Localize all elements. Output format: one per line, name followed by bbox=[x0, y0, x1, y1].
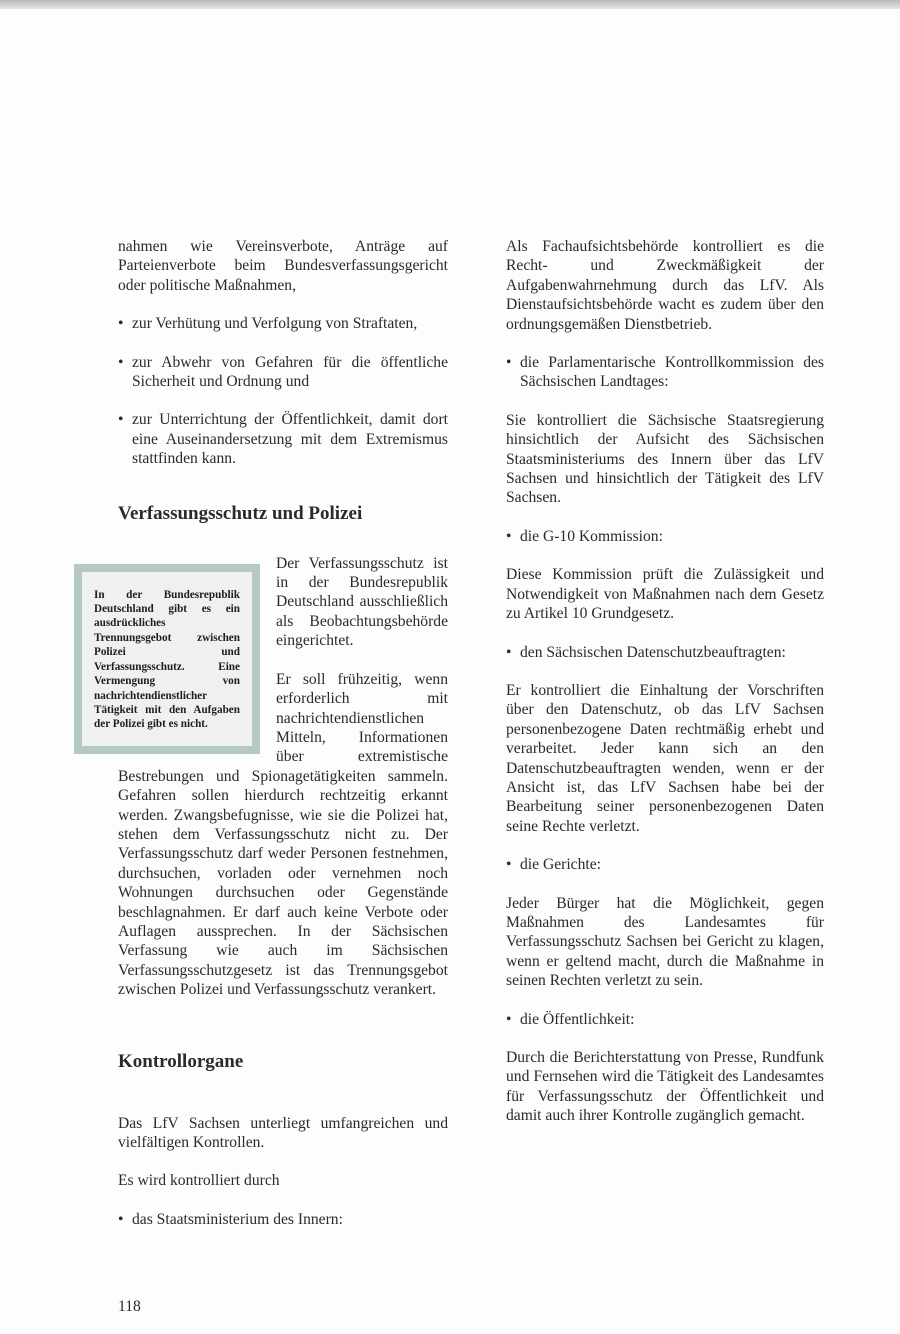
bullet-item: • zur Unterrichtung der Öffentlichkeit, damit dort eine Auseinandersetzung mit dem Extremismus stattfinden kann. bbox=[118, 410, 448, 468]
bullet-item: • zur Verhütung und Verfolgung von Straftaten, bbox=[118, 314, 448, 333]
body-paragraph: Er kontrolliert die Einhaltung der Vorschriften über den Datenschutz, ob das LfV Sachsen personenbezogene Daten rechtmäßig erhebt und verarbeitet. Jeder kann sich an den Datenschutzbeauftragten wenden, wenn er der Ansicht ist, das LfV Sachsen habe bei der Bearbeitung seiner personenbezogenen Daten seine Rechte verletzt. bbox=[506, 681, 824, 835]
bullet-item: • die Parlamentarische Kontrollkommission des Sächsischen Landtages: bbox=[506, 353, 824, 392]
body-paragraph: Durch die Berichterstattung von Presse, Rundfunk und Fernsehen wird die Tätigkeit des Landesamtes für Verfassungsschutz der Öffentlichkeit und damit auch ihrer Kontrolle zugänglich gemacht. bbox=[506, 1049, 824, 1125]
page-number: 118 bbox=[118, 1298, 141, 1315]
bullet-item: • die Öffentlichkeit: bbox=[506, 1010, 824, 1029]
body-paragraph: Sie kontrolliert die Sächsische Staatsregierung hinsichtlich der Aufsicht des Sächsischen Staatsministeriums des Innern über das LfV Sachsen und hinsichtlich der Tätigkeit des LfV Sachsen. bbox=[506, 411, 824, 507]
margin-note-text: In der Bundesrepublik Deutschland gibt es ein ausdrückliches Trennungsgebot zwischen Polizei und Verfassungsschutz. Eine Vermengung von nachrichtendienstlicher Tätigkeit mit den Aufgaben der Polizei gibt es nicht. bbox=[82, 572, 252, 746]
bullet-item: • die Gerichte: bbox=[506, 855, 824, 874]
body-paragraph: Er soll frühzeitig, wenn erforderlich mit nachrichtendienstlichen Mitteln, Informationen über extremistische Bestrebungen und Spionagetätigkeiten sammeln. Gefahren sollen hierdurch rechtzeitig erkannt werden. Zwangsbefugnisse, wie sie die Polizei hat, stehen dem Verfassungsschutz nicht zu. Der Verfassungsschutz darf weder Personen festnehmen, durchsuchen, vorladen oder vernehmen noch Wohnungen durchsuchen oder Gegenstände beschlagnahmen. Er darf auch keine Verbote oder Auflagen aussprechen. In der Sächsischen Verfassung wie auch im Sächsischen Verfassungsschutzgesetz ist das Trennungsgebot zwischen Polizei und Verfassungsschutz verankert. bbox=[118, 670, 448, 999]
body-paragraph: Diese Kommission prüft die Zulässigkeit und Notwendigkeit von Maßnahmen nach dem Gesetz zu Artikel 10 Grundgesetz. bbox=[506, 566, 824, 623]
bullet-item: • zur Abwehr von Gefahren für die öffentliche Sicherheit und Ordnung und bbox=[118, 353, 448, 392]
scan-top-edge bbox=[0, 0, 900, 9]
body-paragraph: Es wird kontrolliert durch bbox=[118, 1172, 280, 1190]
right-intro-paragraph: Als Fachaufsichtsbehörde kontrolliert es die Recht- und Zweckmäßigkeit der Aufgabenwahrnehmung durch das LfV. Als Dienstaufsichtsbehörde wacht es zudem über den ordnungsgemäßen Dienstbetrieb. bbox=[506, 238, 824, 333]
bullet-item: • die G-10 Kommission: bbox=[506, 527, 824, 546]
bullet-item: • das Staatsministerium des Innern: bbox=[118, 1210, 448, 1229]
left-column bbox=[94, 237, 448, 1229]
section-heading-verfassungsschutz-polizei: Verfassungsschutz und Polizei bbox=[118, 502, 363, 524]
wrapped-text-area bbox=[94, 554, 448, 1000]
body-paragraph: Der Verfassungsschutz ist in der Bundesrepublik Deutschland ausschließlich als Beobachtungsbehörde eingerichtet. bbox=[276, 554, 448, 650]
left-intro-paragraph: nahmen wie Vereinsverbote, Anträge auf Parteienverbote beim Bundesverfassungsgericht oder politische Maßnahmen, bbox=[118, 238, 448, 294]
right-column bbox=[506, 237, 824, 1126]
body-paragraph: Jeder Bürger hat die Möglichkeit, gegen Maßnahmen des Landesamtes für Verfassungsschutz Sachsen bei Gericht zu klagen, wenn er geltend macht, durch die Maßnahme in seinen Rechten verletzt zu sein. bbox=[506, 894, 824, 990]
section-heading-kontrollorgane: Kontrollorgane bbox=[118, 1050, 244, 1072]
bullet-item: • den Sächsischen Datenschutzbeauftragten: bbox=[506, 643, 824, 662]
margin-note-box bbox=[74, 564, 260, 754]
body-paragraph: Das LfV Sachsen unterliegt umfangreichen und vielfältigen Kontrollen. bbox=[118, 1114, 448, 1151]
